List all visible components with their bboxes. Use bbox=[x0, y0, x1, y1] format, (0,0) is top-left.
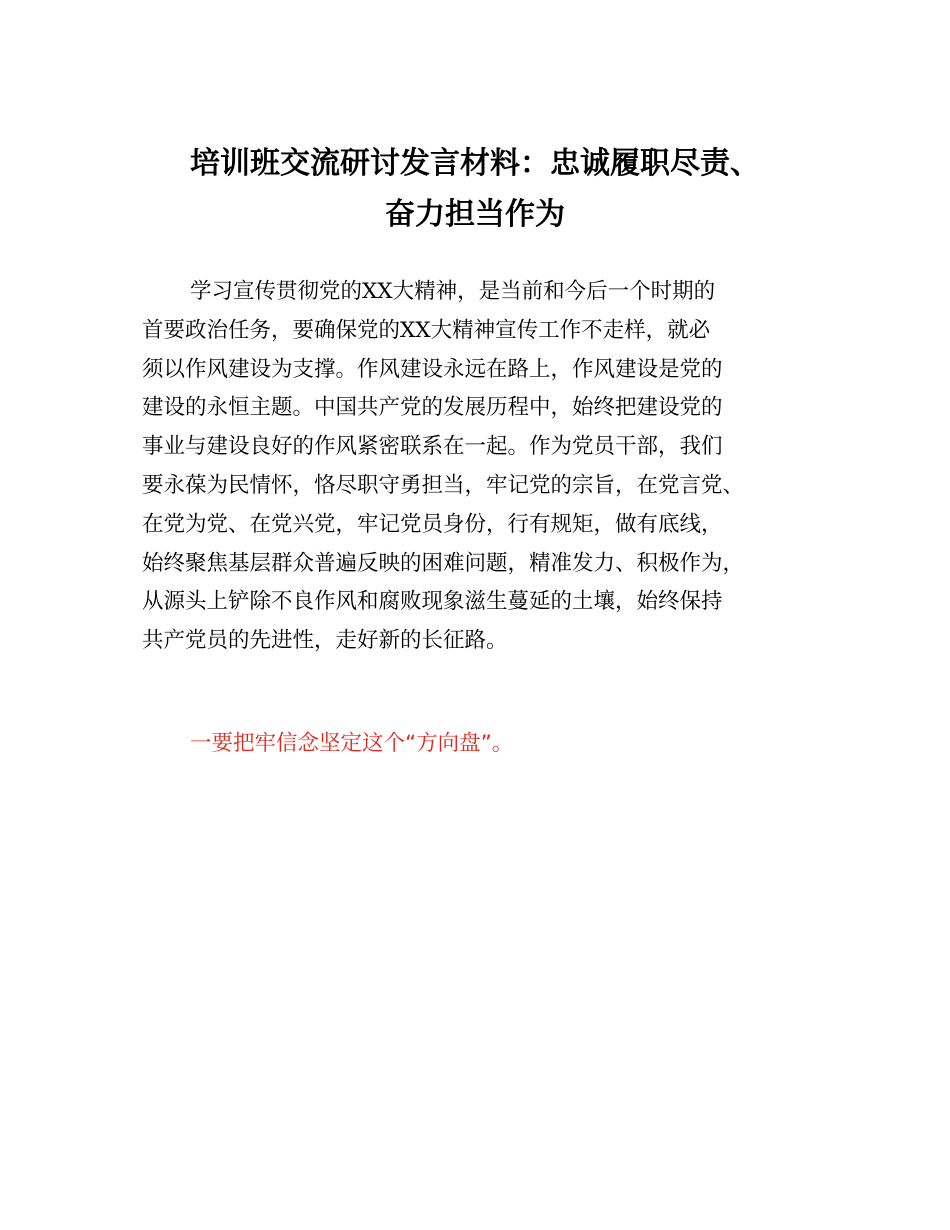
paragraph-line: 共产党员的先进性，走好新的长征路。 bbox=[142, 628, 508, 654]
paragraph-line: 要永葆为民情怀，恪尽职守勇担当，牢记党的宗旨，在党言党、 bbox=[142, 472, 745, 498]
document-title-line-1: 培训班交流研讨发言材料：忠诚履职尽责、 bbox=[190, 146, 760, 181]
paragraph-line: 建设的永恒主题。中国共产党的发展历程中，始终把建设党的 bbox=[142, 395, 723, 421]
paragraph-line: 首要政治任务，要确保党的XX大精神宣传工作不走样，就必 bbox=[142, 317, 711, 343]
paragraph-line: 学习宣传贯彻党的XX大精神，是当前和今后一个时期的 bbox=[190, 279, 716, 304]
paragraph-line: 始终聚焦基层群众普遍反映的困难问题，精准发力、积极作为， bbox=[142, 550, 745, 576]
paragraph-line: 从源头上铲除不良作风和腐败现象滋生蔓延的土壤，始终保持 bbox=[142, 589, 723, 615]
paragraph-line: 须以作风建设为支撑。作风建设永远在路上，作风建设是党的 bbox=[142, 356, 723, 382]
document-title-line-2: 奋力担当作为 bbox=[385, 197, 565, 232]
body-paragraph bbox=[142, 273, 832, 661]
section-heading: 一要把牢信念坚定这个“方向盘”。 bbox=[190, 731, 514, 756]
paragraph-line: 在党为党、在党兴党，牢记党员身份，行有规矩，做有底线， bbox=[142, 511, 723, 537]
paragraph-line: 事业与建设良好的作风紧密联系在一起。作为党员干部，我们 bbox=[142, 434, 723, 460]
